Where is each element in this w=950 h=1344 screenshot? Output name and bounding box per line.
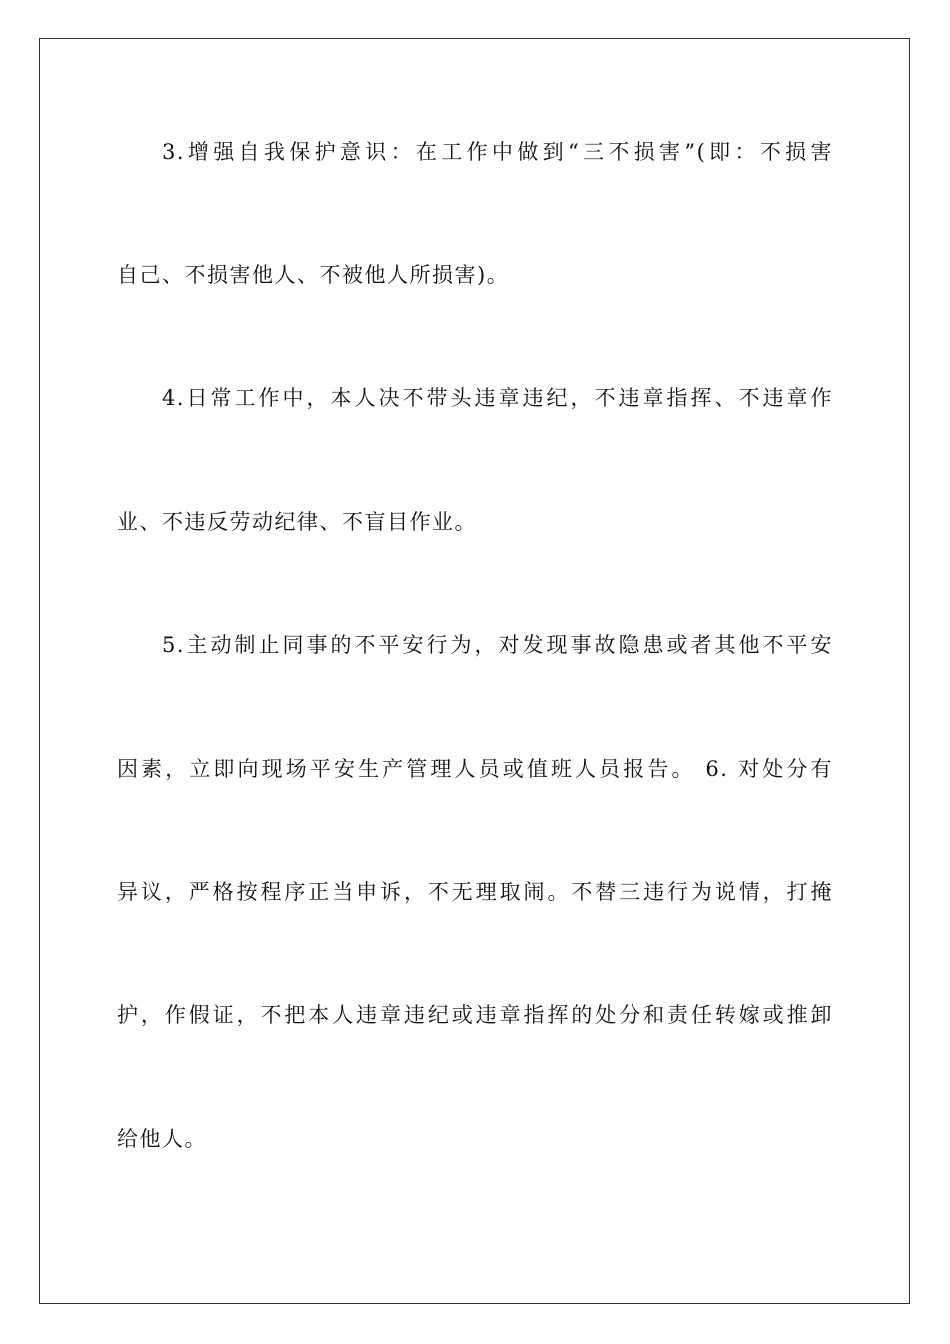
paragraph-6-line-1: 异议，严格按程序正当申诉，不无理取闹。不替三违行为说情，打掩 [117, 880, 833, 904]
paragraph-3-line-2: 自己、不损害他人、不被他人所损害)。 [117, 263, 510, 287]
paragraph-5-line-2: 因素，立即向现场平安生产管理人员或值班人员报告。 6. 对处分有 [117, 757, 833, 781]
paragraph-3-line-1: 3.增强自我保护意识：在工作中做到“三不损害”(即：不损害 [162, 140, 833, 164]
paragraph-5-line-1: 5.主动制止同事的不平安行为，对发现事故隐患或者其他不平安 [162, 633, 833, 657]
paragraph-6-line-2: 护，作假证，不把本人违章违纪或违章指挥的处分和责任转嫁或推卸 [117, 1003, 833, 1027]
paragraph-6-line-3: 给他人。 [117, 1127, 207, 1151]
paragraph-4-line-2: 业、不违反劳动纪律、不盲目作业。 [117, 510, 477, 534]
paragraph-4-line-1: 4.日常工作中，本人决不带头违章违纪，不违章指挥、不违章作 [162, 386, 833, 410]
page-frame [39, 38, 910, 1304]
